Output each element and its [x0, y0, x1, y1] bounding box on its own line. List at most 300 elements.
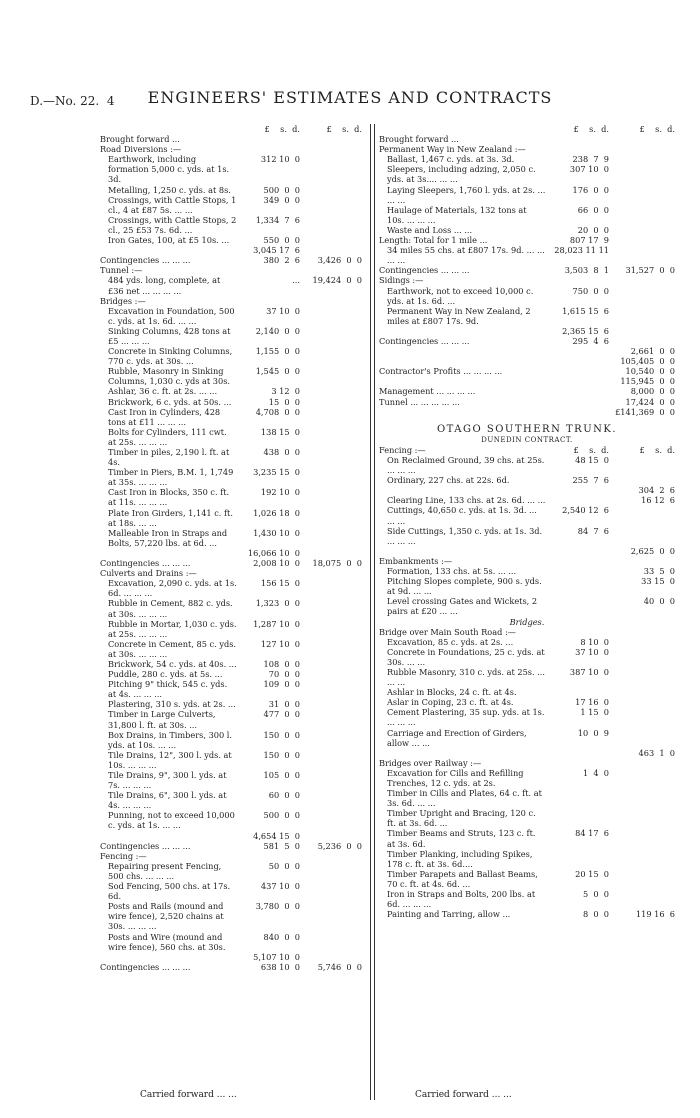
item-description: Timber Upright and Bracing, 120 c. ft. at 3s. 6d. ... [387, 808, 536, 829]
ledger-row [100, 730, 362, 750]
item-total: 5,746 0 0 [317, 961, 362, 972]
item-description: Level crossing Gates and Wickets, 2 pairs at £20 ... ... [387, 596, 538, 617]
item-amount: 17 16 0 [575, 697, 609, 708]
item-description: Metalling, 1,250 c. yds. at 8s. [108, 184, 231, 195]
ledger-row [379, 596, 675, 616]
item-description: Puddle, 280 c. yds. at 5s. ... [108, 669, 223, 680]
item-description: Concrete in Foundations, 25 c. yds. at 30s. ... ... [387, 646, 545, 667]
item-amount: 70 0 0 [268, 669, 300, 680]
item-amount: 1,323 0 0 [255, 598, 300, 609]
item-description: Cuttings, 40,650 c. yds. at 1s. 3d. ... ... ... [387, 505, 537, 526]
item-description: Fencing :— [379, 444, 426, 455]
ledger-row [100, 366, 362, 386]
ledger-row [379, 185, 675, 205]
ledger-row [100, 296, 362, 306]
ledger-row [379, 748, 675, 758]
ledger-row [379, 758, 675, 768]
column-divider [370, 124, 371, 1100]
ledger-row [100, 245, 362, 255]
item-total: 304 2 6 [638, 485, 675, 496]
item-amount: 5,107 10 0 [253, 951, 300, 962]
ledger-row [100, 841, 362, 851]
ledger-row [100, 669, 362, 679]
item-description: Malleable Iron in Straps and Bolts, 57,220 lbs. at 6d. ... [108, 527, 228, 548]
ledger-row [379, 225, 675, 235]
item-amount: 28,023 11 11 [554, 245, 609, 256]
ledger-row [100, 679, 362, 699]
item-description: Contingencies ... ... ... [100, 255, 191, 266]
item-amount: 5 0 0 [582, 889, 609, 900]
item-amount: 438 0 0 [263, 447, 300, 457]
ledger-row [100, 750, 362, 770]
item-total: 19,424 0 0 [312, 275, 362, 286]
item-description: Formation, 133 chs. at 5s. ... ... [387, 566, 517, 577]
item-total: 31,527 0 0 [625, 265, 675, 276]
item-amount: 349 0 0 [263, 194, 300, 205]
item-amount: 105 0 0 [263, 770, 300, 780]
ledger-row [100, 831, 362, 841]
ledger-row [379, 326, 675, 336]
item-description: Plate Iron Girders, 1,141 c. ft. at 18s. ... ... [108, 507, 233, 528]
item-amount: 84 7 6 [577, 525, 609, 536]
ledger-row [379, 265, 675, 275]
ledger-row [379, 667, 675, 687]
ledger-row [100, 548, 362, 558]
ledger-row [379, 346, 675, 356]
ledger-row [100, 810, 362, 830]
item-amount: 150 0 0 [263, 749, 300, 760]
item-amount: 437 10 0 [260, 881, 300, 892]
ledger-row [379, 235, 675, 245]
item-description: Bridge over Main South Road :— [379, 626, 516, 637]
item-amount: £ s. d. [573, 444, 609, 455]
item-amount: 638 10 0 [260, 961, 300, 972]
ledger-row [379, 275, 675, 285]
ledger-row [100, 881, 362, 901]
item-amount: 4,654 15 0 [253, 830, 300, 841]
ledger-row [379, 286, 675, 306]
item-description: On Reclaimed Ground, 39 chs. at 25s. ... ... ... [387, 455, 545, 476]
item-description: Length: Total for 1 mile ... [379, 235, 488, 246]
ledger-row [379, 808, 675, 828]
page-reference: D.—No. 22. 4 [30, 94, 115, 108]
ledger-row [379, 909, 675, 919]
item-description: Contingencies ... ... ... [100, 558, 191, 569]
ledger-row [100, 598, 362, 618]
item-amount: 16,066 10 0 [247, 547, 300, 558]
ledger-row [100, 861, 362, 881]
column-heads [379, 124, 675, 134]
item-amount: ... [292, 275, 300, 286]
item-description: Bridges over Railway :— [379, 757, 482, 768]
ledger-row [379, 336, 675, 346]
ledger-row [100, 134, 362, 144]
item-description: Aslar in Coping, 23 c. ft. at 4s. [387, 697, 514, 708]
item-amount: 3,235 15 0 [253, 467, 300, 478]
ledger-row [379, 788, 675, 808]
item-amount: 50 0 0 [268, 860, 300, 871]
ledger-row [100, 185, 362, 195]
item-description: Tile Drains, 6", 300 l. yds. at 4s. ... ... ... [108, 790, 227, 811]
ledger-row [100, 144, 362, 154]
item-amount: 127 10 0 [260, 638, 300, 649]
item-amount: 1,287 10 0 [253, 618, 300, 629]
item-description: Permanent Way in New Zealand, 2 miles at £807 17s. 9d. [387, 305, 531, 326]
ledger-row [379, 306, 675, 326]
item-total: 119 16 6 [635, 909, 675, 920]
ledger-row [100, 215, 362, 235]
item-amount: 2,008 10 0 [253, 558, 300, 569]
item-total: 33 5 0 [643, 566, 675, 577]
item-amount: 15 0 0 [268, 396, 300, 407]
ledger-row [379, 647, 675, 667]
ledger-row [100, 265, 362, 275]
ledger-row [100, 487, 362, 507]
item-total: 16 12 6 [641, 495, 675, 506]
left-column [100, 124, 362, 972]
ledger-row [379, 546, 675, 556]
item-description: Pitching Slopes complete, 900 s. yds. at 9d. ... ... [387, 576, 542, 597]
ledger-row [100, 790, 362, 810]
item-description: Tunnel ... ... ... ... ... [379, 396, 460, 407]
ledger-row [379, 376, 675, 386]
ledger-row [379, 576, 675, 596]
ledger-row [379, 556, 675, 566]
ledger-row [379, 134, 675, 144]
item-description: Cement Plastering, 35 sup. yds. at 1s. ... ... ... [387, 707, 545, 728]
item-amount: 3,503 8 1 [564, 265, 609, 276]
item-amount: 108 0 0 [263, 658, 300, 669]
item-description: Cast Iron in Cylinders, 428 tons at £11 ... ... ... [108, 406, 221, 427]
ledger-row [100, 195, 362, 215]
item-amount: 48 15 0 [575, 455, 609, 465]
ledger-row [100, 659, 362, 669]
carried-forward-right: Carried forward ... ... [415, 1090, 512, 1100]
head-total: £ s. d. [639, 124, 675, 134]
item-amount: 10 0 9 [577, 727, 609, 738]
ledger-row [100, 326, 362, 346]
item-description: Rubble in Cement, 882 c. yds. at 30s. ... ... ... [108, 598, 233, 619]
item-total: 5,236 0 0 [317, 840, 362, 851]
item-amount: 295 4 6 [572, 335, 609, 346]
item-description: Crossings, with Cattle Stops, 2 cl., 25 £53 7s. 6d. ... [108, 214, 237, 235]
item-amount: 238 7 9 [572, 154, 609, 165]
ledger-row [100, 952, 362, 962]
item-amount: 550 0 0 [263, 235, 300, 246]
item-description: Rubble in Mortar, 1,030 c. yds. at 25s. ... ... ... [108, 618, 237, 639]
item-description: Cast Iron in Blocks, 350 c. ft. at 11s. ... ... ... [108, 487, 230, 508]
item-description: Laying Sleepers, 1,760 l. yds. at 2s. ... ... ... [387, 184, 546, 205]
item-amount: 807 17 9 [569, 235, 609, 246]
ledger-row [379, 475, 675, 485]
item-amount: 138 15 0 [260, 426, 300, 437]
ledger-row [100, 397, 362, 407]
item-total: 105,405 0 0 [620, 356, 675, 367]
ledger-row [379, 356, 675, 366]
item-description: Timber in Large Culverts, 31,800 l. ft. at 30s. ... [108, 709, 216, 730]
item-description: Iron Gates, 100, at £5 10s. ... [108, 235, 230, 246]
item-total: 40 0 0 [643, 596, 675, 607]
item-amount: 1,545 0 0 [255, 366, 300, 377]
item-description: Contingencies ... ... ... [379, 335, 470, 346]
ledger-row [379, 687, 675, 697]
ledger-row [100, 235, 362, 245]
right-column [374, 124, 675, 1100]
item-description: Ashlar, 36 c. ft. at 2s. ... ... [108, 386, 218, 397]
item-amount: 150 0 0 [263, 729, 300, 740]
item-amount: 1,334 7 6 [255, 214, 300, 225]
ledger-row [379, 566, 675, 576]
ledger-row [100, 346, 362, 366]
ledger-row [379, 455, 675, 475]
item-amount: 380 2 6 [263, 255, 300, 266]
bridges-label: Bridges. [509, 616, 545, 627]
item-description: Pitching 9" thick, 545 c. yds. at 4s. ... ... ... [108, 679, 228, 700]
ledger-row [100, 619, 362, 639]
item-amount: 307 10 0 [569, 164, 609, 175]
ledger-row [379, 505, 675, 525]
item-amount: 60 0 0 [268, 790, 300, 801]
item-amount: 477 0 0 [263, 709, 300, 720]
ledger-row [100, 528, 362, 548]
item-description: Ashlar in Blocks, 24 c. ft. at 4s. [387, 687, 517, 698]
item-description: Painting and Tarring, allow ... [387, 909, 511, 920]
ledger-row [379, 154, 675, 164]
ledger-row [379, 407, 675, 417]
item-total: £ s. d. [639, 444, 675, 455]
item-total: 2,661 0 0 [630, 346, 675, 357]
item-amount: 2,365 15 6 [562, 325, 609, 336]
ledger-row [379, 366, 675, 376]
ledger-row [100, 306, 362, 326]
item-description: Sod Fencing, 500 chs. at 17s. 6d. [108, 881, 231, 902]
item-description: Earthwork, not to exceed 10,000 c. yds. at 1s. 6d. ... [387, 285, 534, 306]
item-description: Permanent Way in New Zealand :— [379, 144, 526, 155]
item-amount: 66 0 0 [577, 204, 609, 215]
item-amount: 500 0 0 [263, 184, 300, 195]
ledger-row [100, 407, 362, 427]
ledger-row [379, 768, 675, 788]
item-amount: 2,540 12 6 [562, 505, 609, 516]
item-total: 8,000 0 0 [630, 386, 675, 397]
item-description: Timber Planking, including Spikes, 178 c. ft. at 3s. 6d.... [387, 848, 533, 869]
item-amount: 1 15 0 [580, 707, 609, 718]
page-title: ENGINEERS' ESTIMATES AND CONTRACTS [147, 88, 553, 107]
item-amount: 20 0 0 [577, 224, 609, 235]
ledger-row [379, 637, 675, 647]
ledger-row [379, 164, 675, 184]
ledger-row [100, 578, 362, 598]
item-amount: 1,155 0 0 [255, 346, 300, 357]
item-description: Brought forward ... [379, 134, 459, 145]
item-description: Timber in Piers, B.M. 1, 1,749 at 35s. ... ... ... [108, 467, 234, 488]
item-amount: 255 7 6 [572, 475, 609, 486]
item-amount: 3 12 0 [271, 386, 300, 397]
item-description: 484 yds. long, complete, at £36 net ... ... ... ... [108, 275, 221, 296]
item-description: Tile Drains, 9", 300 l. yds. at 7s. ... ... ... [108, 770, 227, 791]
ledger-row [100, 901, 362, 931]
item-amount: 176 0 0 [572, 184, 609, 195]
item-description: Repairing present Fencing, 500 chs. ... ... ... [108, 860, 222, 881]
ledger-row [379, 828, 675, 848]
ledger-row [379, 205, 675, 225]
ledger-row [100, 427, 362, 447]
item-total: 115,945 0 0 [620, 376, 675, 387]
item-amount: 37 10 0 [266, 305, 300, 316]
item-description: Management ... ... ... ... [379, 386, 476, 397]
item-amount: 1,430 10 0 [253, 527, 300, 538]
ledger-row [100, 770, 362, 790]
item-amount: 2,140 0 0 [255, 325, 300, 336]
ledger-row [379, 627, 675, 637]
item-description: Timber in piles, 2,190 l. ft. at 4s. [108, 447, 230, 468]
ledger-row [100, 639, 362, 659]
item-description: Sidings :— [379, 275, 424, 286]
item-description: Contingencies ... ... ... [100, 961, 191, 972]
ledger-row [100, 255, 362, 265]
ledger-row [100, 558, 362, 568]
ledger-row [379, 707, 675, 727]
ledger-row [100, 467, 362, 487]
item-description: Rubble Masonry, 310 c. yds. at 25s. ... ... ... [387, 666, 546, 688]
item-amount: 312 10 0 [260, 154, 300, 165]
ledger-row [379, 728, 675, 748]
item-description: Excavation for Cills and Refilling Trenches, 12 c. yds. at 2s. [387, 767, 524, 788]
item-amount: 387 10 0 [569, 666, 609, 677]
item-amount: 3,045 17 6 [253, 245, 300, 256]
ledger-row [100, 386, 362, 396]
item-description: Timber in Cills and Plates, 64 c. ft. at 3s. 6d. ... ... [387, 788, 542, 809]
column-heads [100, 124, 362, 134]
item-total: 33 15 0 [641, 576, 675, 587]
item-amount: 840 0 0 [263, 931, 300, 942]
item-amount: 31 0 0 [268, 699, 300, 710]
item-description: Rubble, Masonry in Sinking Columns, 1,030 c. yds at 30s. [108, 366, 231, 387]
ledger-row [100, 275, 362, 295]
item-amount: 8 10 0 [580, 636, 609, 647]
item-description: Carriage and Erection of Girders, allow ... ... [387, 727, 527, 748]
item-description: Excavation in Foundation, 500 c. yds. at 1s. 6d. ... ... [108, 305, 235, 326]
ledger-row [379, 144, 675, 154]
item-description: Timber Beams and Struts, 123 c. ft. at 3s. 6d. [387, 828, 536, 849]
item-description: Box Drains, in Timbers, 300 l. yds. at 10s. ... ... [108, 729, 233, 750]
ledger-row [379, 849, 675, 869]
section-title: OTAGO SOUTHERN TRUNK. [436, 423, 618, 435]
item-description: Embankments :— [379, 555, 453, 566]
item-description: Excavation, 85 c. yds. at 2s. ... [387, 636, 514, 647]
item-amount: 84 17 6 [575, 828, 609, 839]
item-total: 18,075 0 0 [312, 558, 362, 569]
ledger-row [100, 154, 362, 184]
item-amount: 109 0 0 [263, 679, 300, 690]
item-description: Clearing Line, 133 chs. at 2s. 6d. ... ... [387, 495, 546, 506]
item-description: Iron in Straps and Bolts, 200 lbs. at 6d. ... ... ... [387, 889, 536, 910]
item-description: Contingencies ... ... ... [379, 265, 470, 276]
item-description: Tunnel :— [100, 265, 143, 276]
item-amount: 37 10 0 [575, 646, 609, 657]
item-description: Crossings, with Cattle Stops, 1 cl., 4 at £87 5s. ... ... [108, 194, 237, 215]
item-amount: 1,615 15 6 [562, 305, 609, 316]
item-description: Posts and Rails (mound and wire fence), 2,520 chains at 30s. ... ... ... [108, 901, 224, 932]
item-description: 34 miles 55 chs. at £807 17s. 9d. ... ... ... ... [387, 245, 545, 266]
item-description: Side Cuttings, 1,350 c. yds. at 1s. 3d. ... ... ... [387, 525, 543, 546]
item-amount: 1 4 0 [582, 767, 609, 778]
ledger-row [379, 485, 675, 495]
item-amount: 20 15 0 [575, 868, 609, 879]
item-total: 17,424 0 0 [625, 396, 675, 407]
item-description: Fencing :— [100, 850, 147, 861]
item-description: Excavation, 2,090 c. yds. at 1s. 6d. ... ... ... [108, 578, 237, 599]
item-total: 463 1 0 [638, 747, 675, 758]
item-description: Road Diversions :— [100, 144, 182, 155]
item-description: Contingencies ... ... ... [100, 840, 191, 851]
ledger-row [379, 245, 675, 265]
ledger-row [379, 495, 675, 505]
item-amount: 750 0 0 [572, 285, 609, 296]
item-description: Culverts and Drains :— [100, 568, 197, 579]
item-total: 3,426 0 0 [317, 255, 362, 266]
ledger-row [100, 932, 362, 952]
item-description: Bridges :— [100, 295, 146, 306]
item-description: Concrete in Cement, 85 c. yds. at 30s. ... ... ... [108, 638, 237, 659]
item-description: Ordinary, 227 chs. at 22s. 6d. [387, 475, 510, 486]
item-description: Tile Drains, 12", 300 l. yds. at 10s. ... ... ... [108, 749, 232, 770]
item-total: £141,369 0 0 [615, 406, 675, 417]
item-description: Punning, not to exceed 10,000 c. yds. at 1s. ... ... [108, 810, 235, 831]
item-description: Ballast, 1,467 c. yds. at 3s. 3d. [387, 154, 515, 165]
item-description: Earthwork, including formation 5,000 c. yds. at 1s. 3d. [108, 154, 230, 185]
item-amount: 1,026 18 0 [253, 507, 300, 518]
item-description: Timber Parapets and Ballast Beams, 70 c. ft. at 4s. 6d. ... [387, 868, 538, 889]
item-amount: 581 5 0 [263, 840, 300, 851]
item-amount: 3,780 0 0 [255, 901, 300, 912]
ledger-row [100, 568, 362, 578]
item-amount: 192 10 0 [260, 487, 300, 498]
item-description: Plastering, 310 s. yds. at 2s. ... [108, 699, 236, 710]
ledger-row [379, 889, 675, 909]
item-description: Concrete in Sinking Columns, 770 c. yds. at 30s. ... [108, 346, 233, 367]
item-description: Brought forward ... [100, 134, 180, 145]
ledger-row [379, 445, 675, 455]
ledger-row [379, 526, 675, 546]
item-total: 10,540 0 0 [625, 366, 675, 377]
head-total: £ s. d. [326, 124, 362, 134]
item-amount: 156 15 0 [260, 578, 300, 589]
ledger-row [100, 962, 362, 972]
item-description: Bolts for Cylinders, 111 cwt. at 25s. ... ... ... [108, 426, 227, 447]
item-description: Brickwork, 54 c. yds. at 40s. ... [108, 658, 237, 669]
item-amount: 4,708 0 0 [255, 406, 300, 417]
item-amount: 500 0 0 [263, 810, 300, 821]
item-total: 2,625 0 0 [630, 545, 675, 556]
item-description: Sinking Columns, 428 tons at £5 ... ... ... [108, 325, 231, 346]
ledger-row [100, 447, 362, 467]
item-description: Haulage of Materials, 132 tons at 10s. ... ... ... [387, 204, 527, 225]
section-subtitle: DUNEDIN CONTRACT. [481, 435, 573, 444]
item-description: Brickwork, 6 c. yds. at 50s. ... [108, 396, 232, 407]
page-header [30, 88, 670, 112]
ledger-row [100, 508, 362, 528]
ledger-row [100, 709, 362, 729]
ledger-row [379, 386, 675, 396]
ledger-row [379, 397, 675, 407]
ledger-row [100, 851, 362, 861]
ledger-row [379, 869, 675, 889]
ledger-row [100, 699, 362, 709]
item-description: Contractor's Profits ... ... ... ... [379, 366, 503, 377]
item-description: Posts and Wire (mound and wire fence), 560 chs. at 30s. [108, 931, 226, 952]
carried-forward-left: Carried forward ... ... [140, 1090, 237, 1100]
